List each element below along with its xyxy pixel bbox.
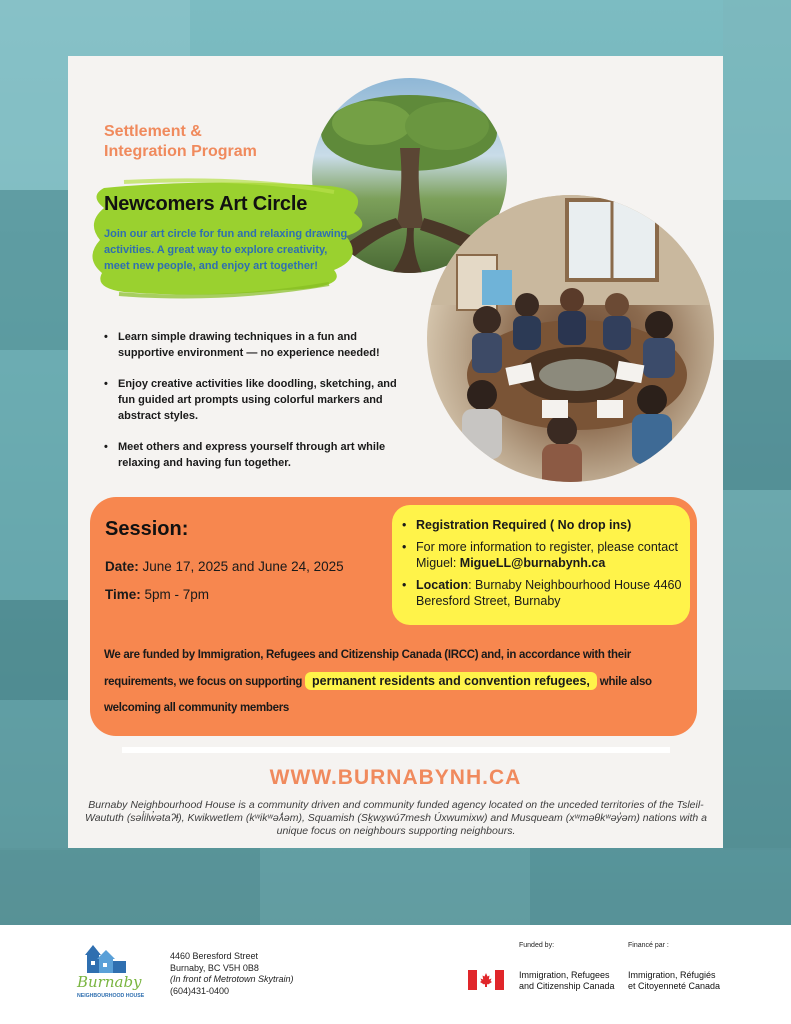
benefits-list bbox=[104, 329, 404, 486]
contact-email-link[interactable]: MigueLL@burnabynh.ca bbox=[459, 556, 606, 570]
svg-text:NEIGHBOURHOOD HOUSE: NEIGHBOURHOOD HOUSE bbox=[77, 993, 145, 999]
footer-address: 4460 Beresford Street Burnaby, BC V5H 0B8 (In front of Metrotown Skytrain) (604)431-0400 bbox=[170, 951, 294, 996]
land-acknowledgement: Burnaby Neighbourhood House is a community driven and community funded agency located on the unceded territories of the Tsleil-Waututh (səl̓ilw̓ətaʔɬ), Kwikwetlem (kʷikʷəƛ̓əm), Squamish (Sḵwx̱wú7mesh Úxwumixw) and Musqueam (xʷməθkʷəy̓əm) nations with a unique focus on neighbours supporting neighbours. bbox=[84, 799, 707, 837]
list-item: • Enjoy creative activities like doodling, sketching, and fun guided art prompts using colorful markers and abstract styles. bbox=[104, 376, 404, 424]
registration-location: • Location: Burnaby Neighbourhood House 4460 Beresford Street, Burnaby bbox=[400, 577, 692, 609]
svg-text:Burnaby: Burnaby bbox=[77, 973, 142, 991]
session-time: Time: 5pm - 7pm bbox=[105, 587, 210, 602]
registration-contact: • For more information to register, please contact Miguel: MigueLL@burnabynh.ca bbox=[400, 539, 692, 571]
event-title: Newcomers Art Circle bbox=[104, 193, 308, 215]
event-intro: Join our art circle for fun and relaxing drawing activities. A great way to explore creativity, meet new people, and enjoy art together! bbox=[104, 228, 348, 272]
finance-par-label: Financé par : bbox=[628, 942, 669, 949]
list-item: • Learn simple drawing techniques in a fun and supportive environment — no experience needed! bbox=[104, 329, 404, 361]
divider bbox=[122, 747, 670, 753]
funding-statement: We are funded by Immigration, Refugees and Citizenship Canada (IRCC) and, in accordance with their requirements, we focus on supporting permanent residents and convention refugees, while also welcoming all community members bbox=[104, 649, 652, 714]
list-item: • Meet others and express yourself through art while relaxing and having fun together. bbox=[104, 439, 404, 471]
registration-list bbox=[400, 517, 692, 615]
website-link[interactable]: WWW.BURNABYNH.CA bbox=[269, 766, 522, 789]
burnaby-house-logo-icon bbox=[75, 941, 160, 1001]
session-date: Date: June 17, 2025 and June 24, 2025 bbox=[105, 559, 344, 574]
funded-by-label: Funded by: bbox=[519, 942, 555, 949]
canada-flag-icon bbox=[468, 970, 504, 990]
art-class-photo bbox=[427, 195, 714, 482]
art-class-illustration bbox=[427, 195, 714, 482]
ircc-name-english: Immigration, Refugees and Citizenship Canada bbox=[519, 970, 615, 991]
eligibility-highlight: permanent residents and convention refugees, bbox=[305, 672, 597, 690]
ircc-name-french: Immigration, Réfugiés et Citoyenneté Canada bbox=[628, 970, 721, 991]
registration-required: • Registration Required ( No drop ins) bbox=[400, 517, 692, 533]
session-title: Session: bbox=[105, 518, 189, 540]
program-title: Settlement & Integration Program bbox=[104, 123, 257, 160]
